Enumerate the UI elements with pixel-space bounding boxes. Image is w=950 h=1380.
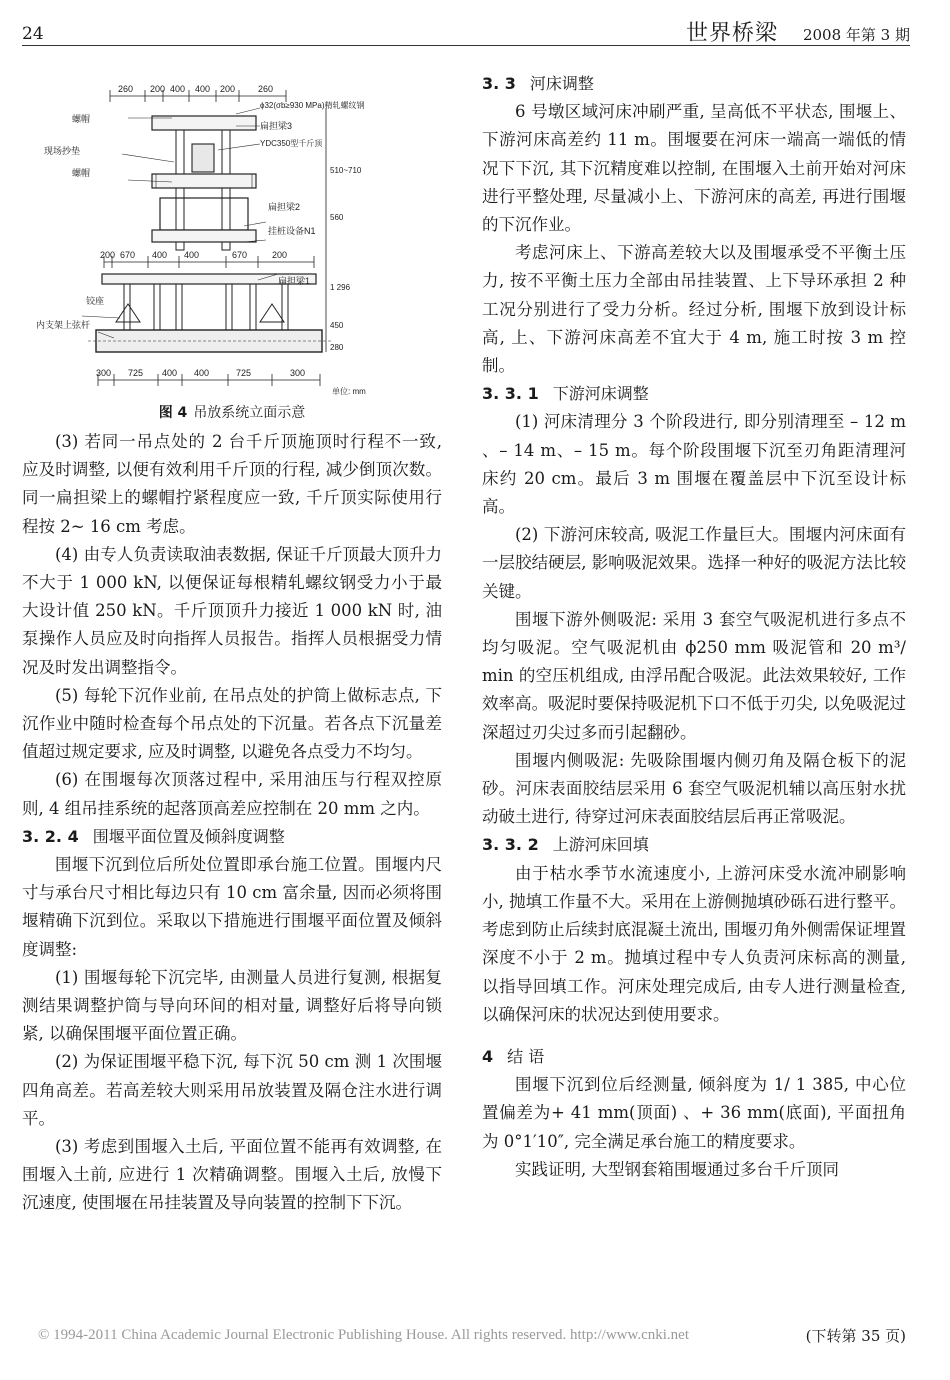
mid-dim-3: 400 <box>152 250 168 260</box>
right-dim-3: 1 296 <box>330 283 351 292</box>
label-beam-1: 扁担梁1 <box>278 276 311 286</box>
label-beam-2: 扁担梁2 <box>268 202 301 212</box>
continued-note: (下转第 35 页) <box>805 1327 906 1345</box>
paragraph: (1) 围堰每轮下沉完毕, 由测量人员进行复测, 根据复测结果调整护筒与导向环间的相对量, 调整好后将导向锁紧, 以确保围堰平面位置正确。 <box>22 967 442 1044</box>
bot-dim-3: 400 <box>162 368 178 378</box>
hinge-seat-left <box>116 304 140 322</box>
page-number: 24 <box>22 24 44 44</box>
section-heading-3-2-4: 3. 2. 4 围堰平面位置及倾斜度调整 <box>22 826 285 846</box>
label-nut-top: 螺帽 <box>72 114 91 124</box>
paragraph: (3) 若同一吊点处的 2 台千斤顶施顶时行程不一致, 应及时调整, 以便有效利用千斤顶的行程, 减少倒顶次数。同一扁担梁上的螺帽拧紧程度应一致, 千斤顶实际使用行程按 2~ 16 cm 考虑。 <box>22 432 442 536</box>
mid-dim-2: 670 <box>120 250 136 260</box>
top-dim-3: 400 <box>170 84 186 94</box>
paragraph: 围堰下沉到位后经测量, 倾斜度为 1/ 1 385, 中心位置偏差为+ 41 mm(顶面) 、+ 36 mm(底面), 平面扭角为 0°1′10″, 完全满足承台施工的精度要求。 <box>482 1075 906 1151</box>
label-unit: 单位: mm <box>332 387 366 396</box>
label-jack: YDC350型千斤顶 <box>260 139 323 148</box>
bot-dim-6: 300 <box>290 368 306 378</box>
bot-dim-5: 725 <box>236 368 252 378</box>
leader-lines <box>82 108 278 338</box>
paragraph: 围堰内侧吸泥: 先吸除围堰内侧刃角及隔仓板下的泥砂。河床表面胶结层采用 6 套空气吸泥机辅以高压射水扰动破土进行, 待穿过河床表面胶结层后再正常吸泥。 <box>482 750 906 827</box>
jack <box>192 144 214 172</box>
paragraph: 6 号墩区域河床冲刷严重, 呈高低不平状态, 围堰上、下游河床高差约 11 m。围堰要在河床一端高一端低的情况下下沉, 其下沉精度难以控制, 在围堰入土前开始对河床进行平整处理, 尽量减小上、下游河床的高差, 再进行围堰的下沉作业。 <box>482 102 906 235</box>
section-heading-3-3-2: 3. 3. 2 上游河床回填 <box>482 835 649 855</box>
paragraph: 由于枯水季节水流速度小, 上游河床受水流冲刷影响小, 抛填工作量不大。采用在上游侧抛填砂砾石进行整平。考虑到防止后续封底混凝土流出, 围堰刃角外侧需保证埋置深度不小于 2 m。抛填过程中专人负责河床标高的测量, 以指导回填工作。河床处理完成后, 由专人进行测量检查, 以确保河床的状况达到使用要求。 <box>482 863 906 1024</box>
hanging-device <box>160 198 248 230</box>
label-chord: 内支架上弦杆 <box>36 320 91 330</box>
paragraph: (3) 考虑到围堰入土后, 平面位置不能再有效调整, 在围堰入土前, 应进行 1 次精确调整。围堰入土后, 放慢下沉速度, 使围堰在吊挂装置及导向装置的控制下下沉。 <box>22 1137 442 1213</box>
paragraph: 围堰下沉到位后所处位置即承台施工位置。围堰内尺寸与承台尺寸相比每边只有 10 cm 富余量, 因而必须将围堰精确下沉到位。采取以下措施进行围堰平面位置及倾斜度调整: <box>22 855 442 959</box>
paragraph: 围堰下游外侧吸泥: 采用 3 套空气吸泥机进行多点不均匀吸泥。空气吸泥机由 ϕ250 mm 吸泥管和 20 m³/ min 的空压机组成, 由浮吊配合吸泥。此法效果较好, 工作效率高。吸泥时要保持吸泥机下口不低于刃尖, 以免吸泥过深超过刃尖过多而引起翻砂。 <box>482 609 906 742</box>
paragraph: (6) 在围堰每次顶落过程中, 采用油压与行程双控原则, 4 组吊挂系统的起落顶高差应控制在 20 mm 之内。 <box>22 770 442 818</box>
right-column <box>482 70 906 1184</box>
label-pad: 现场抄垫 <box>44 146 81 156</box>
figure-caption-text: 吊放系统立面示意 <box>193 405 306 421</box>
mid-dim-4: 400 <box>184 250 200 260</box>
beam-2 <box>152 230 256 242</box>
mid-dim-6: 200 <box>272 250 288 260</box>
right-dim-5: 280 <box>330 343 344 352</box>
paragraph: (5) 每轮下沉作业前, 在吊点处的护筒上做标志点, 下沉作业中随时检查每个吊点处的下沉量。若各点下沉量差值超过规定要求, 应及时调整, 以避免各点受力不均匀。 <box>22 685 442 762</box>
label-beam-3: 扁担梁3 <box>260 121 293 131</box>
section-heading-3-3: 3. 3 河床调整 <box>482 74 594 93</box>
bot-dim-4: 400 <box>194 368 210 378</box>
top-dim-6: 260 <box>258 84 274 94</box>
spacer <box>482 1029 906 1043</box>
header-rule <box>22 45 910 46</box>
top-dim-4: 400 <box>195 84 211 94</box>
right-dim-1: 510~710 <box>330 166 362 175</box>
bot-dim-2: 725 <box>128 368 144 378</box>
section-heading-3-3-1: 3. 3. 1 下游河床调整 <box>482 384 649 404</box>
copyright-watermark: © 1994-2011 China Academic Journal Electronic Publishing House. All rights reserved. http://www.cnki.net <box>38 1327 690 1343</box>
paragraph: 实践证明, 大型钢套箱围堰通过多台千斤顶同 <box>515 1159 839 1179</box>
journal-title: 世界桥梁 <box>685 21 778 46</box>
paragraph: 考虑河床上、下游高差较大以及围堰承受不平衡土压力, 按不平衡土压力全部由吊挂装置、上下导环承担 2 种工况分别进行了受力分析。经过分析, 围堰下放到设计标高, 上、下游河床高差不宜大于 4 m, 施工时按 3 m 控制。 <box>482 243 906 376</box>
paragraph: (2) 为保证围堰平稳下沉, 每下沉 50 cm 测 1 次围堰四角高差。若高差较大则采用吊放装置及隔仓注水进行调平。 <box>22 1052 442 1128</box>
label-hanger: 挂桩设备N1 <box>268 226 316 236</box>
beam-2-upper <box>152 174 256 188</box>
figure-number: 图 4 <box>158 405 188 421</box>
right-dim-4: 450 <box>330 321 344 330</box>
page-header <box>22 14 910 44</box>
paragraph: (1) 河床清理分 3 个阶段进行, 即分别清理至 – 12 m 、– 14 m、– 15 m。每个阶段围堰下沉至刃角距清理河床约 20 cm。最后 3 m 围堰在覆盖层中下沉至设计标高。 <box>482 412 906 517</box>
label-threaded-rod: ϕ32(σb≥930 MPa)精轧螺纹钢 <box>260 101 365 110</box>
top-dim-1: 260 <box>118 84 134 94</box>
mid-dim-1: 200 <box>100 250 116 260</box>
label-nut-mid: 螺帽 <box>72 168 91 178</box>
hinge-seat-right <box>260 304 284 322</box>
paragraph: (2) 下游河床较高, 吸泥工作量巨大。围堰内河床面有一层胶结硬层, 影响吸泥效果。选择一种好的吸泥方法比较关键。 <box>482 525 906 601</box>
suspension-system-diagram <box>32 78 432 404</box>
top-dim-2: 200 <box>150 84 166 94</box>
label-hinge: 铰座 <box>86 296 105 306</box>
figure-caption <box>22 402 442 422</box>
top-dim-5: 200 <box>220 84 236 94</box>
left-column <box>22 428 442 1218</box>
issue-label: 2008 年第 3 期 <box>802 26 910 44</box>
mid-dim-5: 670 <box>232 250 248 260</box>
paragraph: (4) 由专人负责读取油表数据, 保证千斤顶最大顶升力不大于 1 000 kN, 以便保证每根精轧螺纹钢受力小于最大设计值 250 kN。千斤顶顶升力接近 1 000 kN 时, 油泵操作人员应及时向指挥人员报告。指挥人员根据受力情况及时发出调整指令。 <box>22 544 442 677</box>
section-heading-4: 4 结 语 <box>482 1046 545 1066</box>
bot-dim-1: 300 <box>96 368 112 378</box>
right-dim-2: 560 <box>330 213 344 222</box>
